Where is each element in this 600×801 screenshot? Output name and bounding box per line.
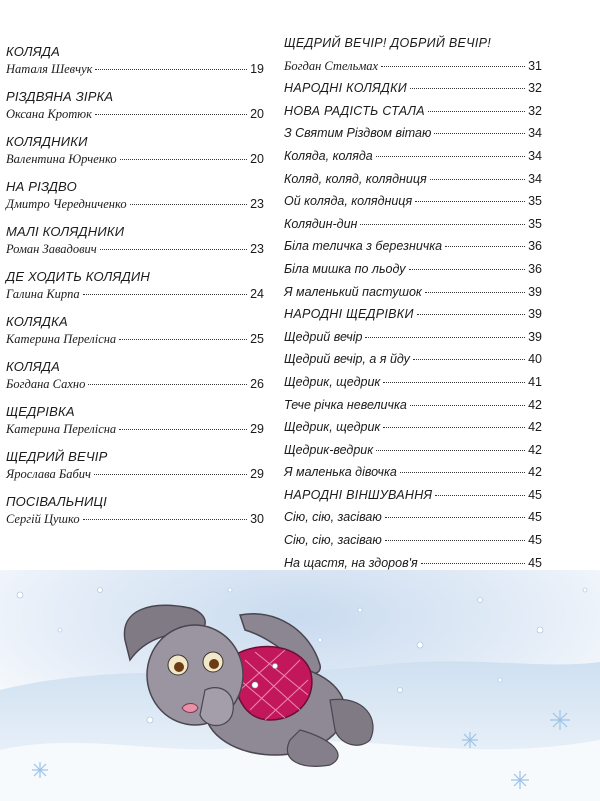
bunny-paw	[200, 688, 233, 726]
section-title: МАЛІ КОЛЯДНИКИ	[6, 224, 125, 239]
page-number: 34	[528, 171, 542, 186]
toc-entry	[284, 465, 542, 488]
toc-section	[6, 441, 264, 486]
page-number: 36	[528, 239, 542, 254]
section-title: КОЛЯДНИКИ	[6, 134, 88, 149]
dot-leader	[376, 156, 525, 157]
page-number: 20	[250, 152, 264, 166]
page-number: 45	[528, 487, 542, 502]
section-title: РІЗДВЯНА ЗІРКА	[6, 89, 114, 104]
page-number: 32	[528, 103, 542, 118]
page-number: 42	[528, 397, 542, 412]
toc-entry	[6, 107, 264, 122]
page-number: 25	[250, 332, 264, 346]
bunny-in-snow-illustration	[0, 570, 600, 801]
dot-leader	[409, 269, 526, 270]
dot-leader	[417, 314, 525, 315]
toc-entry	[284, 285, 542, 308]
song-title: Щедрий вечір, а я йду	[284, 352, 410, 367]
section-title: КОЛЯДКА	[6, 314, 68, 329]
dot-leader	[95, 69, 247, 70]
dot-leader	[381, 66, 525, 67]
toc-section	[6, 36, 264, 81]
toc-entry	[284, 420, 542, 443]
toc-right-column	[284, 36, 542, 578]
dot-leader	[94, 474, 247, 475]
page-number: 26	[250, 377, 264, 391]
toc-entry	[6, 422, 264, 437]
author-name: Валентина Юрченко	[6, 152, 117, 166]
toc-entry	[284, 126, 542, 149]
toc-entry	[284, 262, 542, 285]
toc-entry	[6, 152, 264, 167]
dot-leader	[410, 88, 525, 89]
toc-entry	[284, 239, 542, 262]
toc-entry	[6, 287, 264, 302]
bunny-pupil-left	[174, 662, 184, 672]
toc-entry	[6, 512, 264, 527]
bunny-sweater	[234, 647, 312, 720]
toc-entry	[6, 467, 264, 482]
page-number: 30	[250, 512, 264, 526]
toc-entry	[284, 59, 542, 82]
dot-leader	[120, 159, 248, 160]
dot-leader	[119, 429, 247, 430]
dot-leader	[421, 563, 525, 564]
dot-leader	[385, 517, 525, 518]
song-title: Коляд, коляд, колядниця	[284, 171, 427, 186]
toc-entry	[284, 217, 542, 240]
dot-leader	[95, 114, 247, 115]
song-title: Щедрик-ведрик	[284, 442, 374, 457]
toc-entry	[284, 194, 542, 217]
section-title: ЩЕДРИЙ ВЕЧІР! ДОБРИЙ ВЕЧІР!	[284, 36, 492, 50]
song-title: Сію, сію, засіваю	[284, 510, 382, 525]
song-title: Біла теличка з березничка	[284, 239, 443, 254]
dot-leader	[83, 519, 248, 520]
page-number: 32	[528, 81, 542, 96]
dot-leader	[410, 405, 525, 406]
toc-entry	[284, 172, 542, 195]
dot-leader	[428, 111, 525, 112]
page-number: 36	[528, 261, 542, 276]
toc-section	[6, 351, 264, 396]
toc-section	[6, 261, 264, 306]
toc-section	[6, 216, 264, 261]
song-title: З Святим Різдвом вітаю	[284, 126, 432, 141]
page-number: 45	[528, 533, 542, 548]
toc-entry	[284, 330, 542, 353]
page-number: 24	[250, 287, 264, 301]
dot-leader	[400, 472, 525, 473]
author-name: Богдан Стельмах	[284, 58, 379, 73]
dot-leader	[425, 292, 525, 293]
song-title: Я маленький пастушок	[284, 284, 422, 299]
section-title: КОЛЯДА	[6, 359, 60, 374]
page-number: 41	[528, 374, 542, 389]
section-title: ПОСІВАЛЬНИЦІ	[6, 494, 107, 509]
dot-leader	[376, 450, 525, 451]
dot-leader	[83, 294, 247, 295]
dot-leader	[430, 179, 525, 180]
song-title: На щастя, на здоров'я	[284, 555, 418, 570]
author-name: Катерина Перелісна	[6, 422, 117, 436]
author-name: Богдана Сахно	[6, 377, 86, 391]
toc-entry	[284, 443, 542, 466]
page-number: 45	[528, 555, 542, 570]
section-title: НАРОДНІ ЩЕДРІВКИ	[284, 307, 414, 322]
dot-leader	[119, 339, 247, 340]
toc-section	[6, 81, 264, 126]
page-number: 23	[250, 197, 264, 211]
toc-entry	[6, 62, 264, 77]
toc-section	[6, 306, 264, 351]
toc-entry	[284, 149, 542, 172]
toc-section	[6, 396, 264, 441]
dot-leader	[385, 540, 525, 541]
toc-section	[6, 126, 264, 171]
page-number: 39	[528, 284, 542, 299]
toc-entry	[284, 352, 542, 375]
song-title: Щедрик, щедрик	[284, 374, 381, 389]
dot-leader	[415, 201, 525, 202]
author-name: Оксана Кротюк	[6, 107, 92, 121]
dot-leader	[383, 382, 525, 383]
toc-section	[6, 486, 264, 531]
section-heading-row	[284, 104, 542, 127]
dot-leader	[445, 246, 525, 247]
bunny-nose	[182, 704, 198, 713]
section-heading-row	[284, 488, 542, 511]
page-number: 39	[528, 307, 542, 322]
song-title: Щедрик, щедрик	[284, 420, 381, 435]
section-title: КОЛЯДА	[6, 44, 60, 59]
page-number: 45	[528, 510, 542, 525]
page-number: 34	[528, 126, 542, 141]
page-number: 29	[250, 467, 264, 481]
section-title: ЩЕДРИЙ ВЕЧІР	[6, 449, 108, 464]
section-title: НАРОДНІ ВІНШУВАННЯ	[284, 487, 433, 502]
author-name: Роман Завадович	[6, 242, 97, 256]
page-number: 42	[528, 420, 542, 435]
page-number: 34	[528, 148, 542, 163]
page-number: 20	[250, 107, 264, 121]
page-number: 35	[528, 216, 542, 231]
section-heading-row	[284, 81, 542, 104]
page-number: 40	[528, 352, 542, 367]
section-title: НАРОДНІ КОЛЯДКИ	[284, 81, 408, 96]
section-title: ЩЕДРІВКА	[6, 404, 75, 419]
toc-entry	[6, 197, 264, 212]
toc-entry	[284, 398, 542, 421]
author-name: Ярослава Бабич	[6, 467, 91, 481]
page-number: 29	[250, 422, 264, 436]
dot-leader	[435, 495, 525, 496]
page-number: 42	[528, 465, 542, 480]
author-name: Дмитро Чередниченко	[6, 197, 127, 211]
section-title: НОВА РАДІСТЬ СТАЛА	[284, 103, 425, 118]
toc-entry	[284, 375, 542, 398]
toc-section	[6, 171, 264, 216]
toc-left-column	[6, 36, 264, 531]
song-title: Колядин-дин	[284, 216, 358, 231]
toc-entry	[6, 332, 264, 347]
dot-leader	[130, 204, 248, 205]
author-name: Галина Кирпа	[6, 287, 80, 301]
toc-entry	[6, 242, 264, 257]
dot-leader	[360, 224, 525, 225]
author-name: Катерина Перелісна	[6, 332, 117, 346]
page-number: 42	[528, 442, 542, 457]
author-name: Наталя Шевчук	[6, 62, 93, 76]
toc-entry	[284, 510, 542, 533]
page-number: 31	[528, 58, 542, 73]
dot-leader	[413, 359, 525, 360]
section-heading-row	[284, 307, 542, 330]
page-number: 39	[528, 329, 542, 344]
dot-leader	[365, 337, 525, 338]
song-title: Ой коляда, колядниця	[284, 194, 413, 209]
song-title: Я маленька дівочка	[284, 465, 397, 480]
song-title: Сію, сію, засіваю	[284, 533, 382, 548]
bunny-pupil-right	[209, 659, 219, 669]
page-number: 19	[250, 62, 264, 76]
page-number: 23	[250, 242, 264, 256]
section-title: НА РІЗДВО	[6, 179, 77, 194]
song-title: Тече річка невеличка	[284, 397, 407, 412]
toc-entry	[284, 533, 542, 556]
section-heading-row	[284, 36, 542, 59]
toc-entry	[6, 377, 264, 392]
song-title: Біла мишка по льоду	[284, 261, 406, 276]
dot-leader	[434, 133, 525, 134]
page-number: 35	[528, 194, 542, 209]
song-title: Коляда, коляда	[284, 148, 373, 163]
dot-leader	[100, 249, 247, 250]
dot-leader	[88, 384, 247, 385]
author-name: Сергій Цушко	[6, 512, 80, 526]
song-title: Щедрий вечір	[284, 329, 363, 344]
dot-leader	[383, 427, 525, 428]
section-title: ДЕ ХОДИТЬ КОЛЯДИН	[6, 269, 151, 284]
